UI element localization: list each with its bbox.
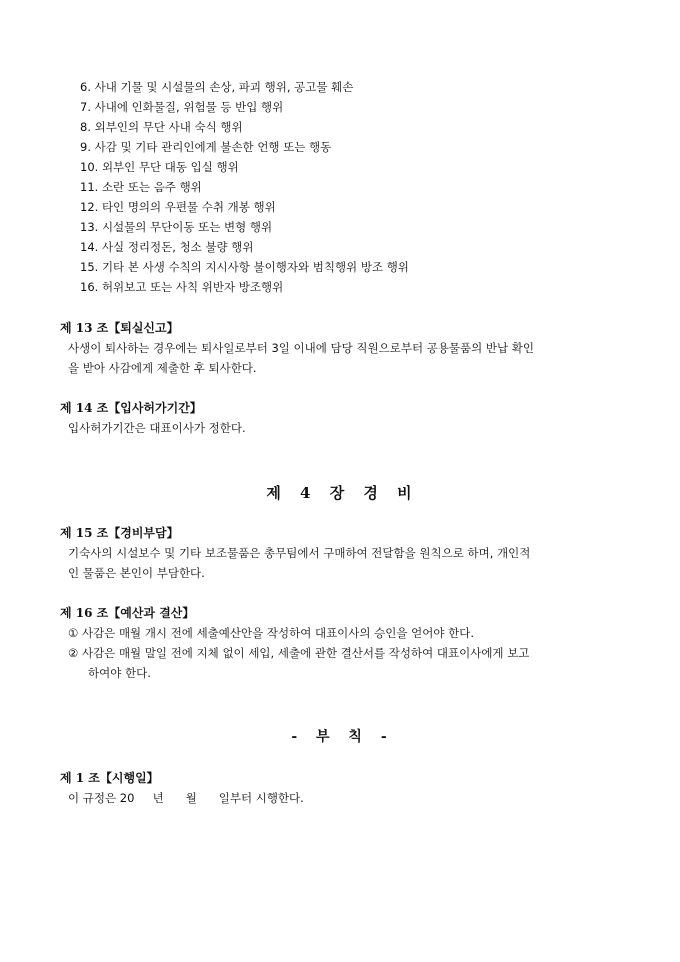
list-item: 13. 시설물의 무단이동 또는 변형 행위 [80,220,273,234]
article-14-text-line1: 입사허가기간은 대표이사가 정한다. [68,421,246,435]
list-item: 7. 사내에 인화물질, 위험물 등 반입 행위 [80,100,284,114]
article-13-text-line1: 사생이 퇴사하는 경우에는 퇴사일로부터 3일 이내에 담당 직원으로부터 공용물품의 반납 확인 [68,341,535,355]
article-15-text-line2: 인 물품은 본인이 부담한다. [68,566,205,580]
article-13-title: 제 13 조【퇴실신고】 [60,321,179,335]
supplementary-heading: - 부 칙 - [291,729,389,745]
article-16-item-2-line2: 하여야 한다. [88,666,151,680]
list-item: 6. 사내 기물 및 시설물의 손상, 파괴 행위, 공고물 훼손 [80,80,354,94]
list-item: 8. 외부인의 무단 사내 숙식 행위 [80,120,243,134]
article-16-item-2-line1: ② 사감은 매월 말일 전에 지체 없이 세입, 세출에 관한 결산서를 작성하여 대표이사에게 보고 [68,646,530,660]
article-15-text-line1: 기숙사의 시설보수 및 기타 보조물품은 총무팀에서 구매하여 전달함을 원칙으로 하며, 개인적 [68,546,531,560]
list-item: 16. 허위보고 또는 사칙 위반자 방조행위 [80,280,284,294]
article-1-text-line1: 이 규정은 20 년 월 일부터 시행한다. [68,791,304,805]
article-14-title: 제 14 조【입사허가기간】 [60,401,202,415]
list-item: 10. 외부인 무단 대동 입실 행위 [80,160,239,174]
article-15-title: 제 15 조【경비부담】 [60,526,179,540]
article-13-text-line2: 을 받아 사감에게 제출한 후 퇴사한다. [68,361,257,375]
chapter-4-heading: 제 4 장 경 비 [266,484,414,502]
list-item: 12. 타인 명의의 우편물 수취 개봉 행위 [80,200,276,214]
list-item: 11. 소란 또는 음주 행위 [80,180,202,194]
article-16-item-1: ① 사감은 매월 개시 전에 세출예산안을 작성하여 대표이사의 승인을 얻어야 한다. [68,626,475,640]
article-1-title: 제 1 조【시행일】 [60,771,159,785]
list-item: 15. 기타 본 사생 수칙의 지시사항 불이행자와 범칙행위 방조 행위 [80,260,409,274]
article-16-title: 제 16 조【예산과 결산】 [60,606,195,620]
list-item: 9. 사감 및 기타 관리인에게 불손한 언행 또는 행동 [80,140,332,154]
list-item: 14. 사실 정리정돈, 청소 불량 행위 [80,240,254,254]
